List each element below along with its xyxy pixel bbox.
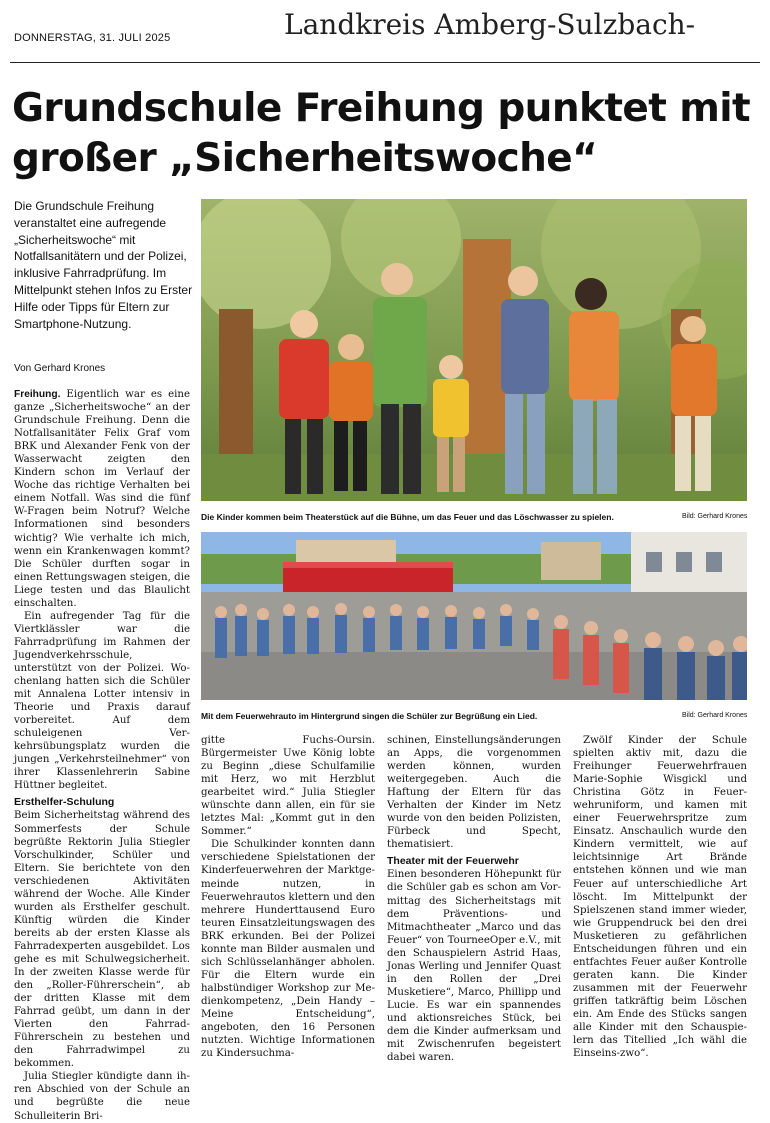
article-headline: [12, 84, 757, 184]
paragraph: Beim Sicherheitstag während des Sommerfests der Schule begrüßte Rektorin Julia Stiegler Vorschulkinder, Schüler und Eltern. Sie berichtete von den verschiedenen Aktivitäten während der Woche. Alle Kinder wurden als Ersthelfer geschult. Künftig würden die Kinder bereits ab der ersten Klasse als Fahrradexperten ausgebildet. Los gehe es mit Schulwegsicherheit. In der zweiten Klasse werde für den „Roller-Führerschein“, ab der dritten Klasse mit dem Fahrrad geübt, um dann in der Vierten den Fahrrad-Führerschein zu bestehen und den Fahrradwimpel zu bekommen.: [14, 810, 190, 1070]
theatre-photo-credit: Bild: Gerhard Krones: [682, 513, 748, 520]
subheading: Ersthelfer-Schulung: [14, 796, 115, 809]
article-column-4: [573, 734, 747, 1060]
article-column-2: [201, 734, 375, 1060]
article-lead: Die Grundschule Freihung veranstaltet eine aufregende „Sicherheitswoche“ mit Notfallsanitätern und der Polizei, inklusive Fahrradprüfung. Im Mittelpunkt stehen Infos zu Erster Hilfe oder Tipps für Eltern zur Smartphone-Nutzung.: [14, 199, 193, 331]
paragraph: Einen besonderen Höhepunkt für die Schüler gab es schon am Vormittag des Sicherheitstags mit dem Präventions- und Mitmachtheater „Marco und das Feuer“ von TourneeOper e.V., mit den Schauspielern Astrid Haas, Jonas Werling und Jennifer Quast in den Rollen der „Drei Musketiere“, Marco, Phillipp und Lucie. Es war ein spannendes und aktionsreiches Stück, bei dem die Kinder aufmerksam und mit Zwischenrufen begeistert dabei waren.: [387, 869, 561, 1064]
schoolyard-photo-caption: Mit dem Feuerwehrauto im Hintergrund singen die Schüler zur Begrüßung ein Lied.: [201, 711, 538, 721]
headline-line-2: großer „Sicherheitswoche“: [12, 136, 598, 181]
paragraph: Ein aufregender Tag für die Viertklässler war die Fahrradprüfung im Rahmen der Jugendverkehrsschule, unterstützt von der Polizei. Wochenlang hatten sich die Schüler mit Annalena Lotter intensiv in Theorie und Praxis darauf vorbereitet. Auf dem schuleigenen Verkehrsübungsplatz wurden die jungen „Verkehrsteilnehmer“ von ihrer Klassenlehrerin Sabine Hüttner begleitet.: [14, 610, 190, 792]
section-title: Landkreis Amberg-Sulzbach-: [284, 8, 696, 41]
header-divider: [10, 62, 760, 63]
article-column-3: [387, 734, 561, 1064]
paragraph: Eigentlich war es eine ganze „Sicherheitswoche“ an der Grundschule Freihung. Denn die Notfallsanitäter Felix Graf vom BRK und Alexander Fenk von der Wasserwacht zeigten den Kindern schon im Verlauf der Woche das richtige Verhalten bei einem Notfall. Was sind die fünf W-Fragen beim Notruf? Welche Informationen sind besonders wichtig? Wie verhalte ich mich, wenn ein Krankenwagen kommt? Die Schüler durften sogar in einen Rettungswagen steigen, die Liege testen und das Blaulicht einschalten.: [14, 389, 190, 609]
schoolyard-photo-credit: Bild: Gerhard Krones: [682, 712, 748, 719]
paragraph: Julia Stiegler kündigte dann ihren Abschied von der Schule an und begrüßte die neue Schulleiterin Bri-: [14, 1071, 190, 1122]
dateline: Freihung.: [14, 389, 61, 400]
schoolyard-photo: [201, 532, 747, 700]
theatre-photo-caption: Die Kinder kommen beim Theaterstück auf die Bühne, um das Feuer und das Löschwasser zu spielen.: [201, 512, 614, 522]
article-column-1: [14, 388, 190, 1123]
subheading: Theater mit der Feuerwehr: [387, 855, 519, 868]
byline: Von Gerhard Krones: [14, 363, 106, 374]
paragraph: gitte Fuchs-Oursin. Bürgermeister Uwe König lobte zu Beginn „diese Schulfamilie mit Herz, wo mit Herzblut gearbeitet wird.“ Julia Stiegler wünschte dann allen, ein für sie letztes Mal: „Kommt gut in den Sommer.“: [201, 735, 375, 838]
issue-date: DONNERSTAG, 31. JULI 2025: [14, 32, 171, 44]
theatre-photo: [201, 199, 747, 501]
headline-line-1: Grundschule Freihung punktet mit: [12, 86, 751, 131]
paragraph: schinen, Einstellungsänderungen an Apps, die vorgenommen werden können, wurden weitergegeben. Auch die Haftung der Eltern für das Verhalten der Kinder im Netz wurde von den beiden Polizisten, Fürbeck und Specht, thematisiert.: [387, 735, 561, 851]
paragraph: Die Schulkinder konnten dann verschiedene Spielstationen der Kinderfeuerwehren der Marktgemeinde nutzen, in Feuerwehrautos klettern und den mehrere Hunderttausend Euro teuren Einsatzleitungswagen des BRK erkunden. Bei der Polizei konnte man Bilder ausmalen und sich Schlüsselanhänger abholen. Für die Eltern wurde ein halbstündiger Workshop zur Medienkompetenz, „Dein Handy – Meine Entscheidung“, angeboten, den 16 Personen nutzten. Wichtige Informationen zu Kindersuchma-: [201, 839, 375, 1060]
paragraph: Zwölf Kinder der Schule spielten aktiv mit, dazu die Freihunger Feuerwehrfrauen Marie-Sophie Wisgickl und Christina Götz in Feuerwehruniform, und kamen mit einer Feuerwehrspritze zum Einsatz. Anschaulich wurde den Kindern vermittelt, wie auf leichtsinnige Art Brände entstehen können und wie man Feuer auf unterschiedliche Art löscht. Im Mittelpunkt der Spielszenen stand immer wieder, wie Gruppendruck bei den drei Musketieren zu gefährlichen Entscheidungen führen und ein entfachtes Feuer außer Kontrolle geraten kann. Die Kinder zusammen mit der Feuerwehr griffen tatkräftig beim Löschen ein. Am Ende des Stücks sangen alle Kinder mit den Schauspielern das Titellied „Ich wähl die Einseins-zwo“.: [573, 735, 747, 1060]
